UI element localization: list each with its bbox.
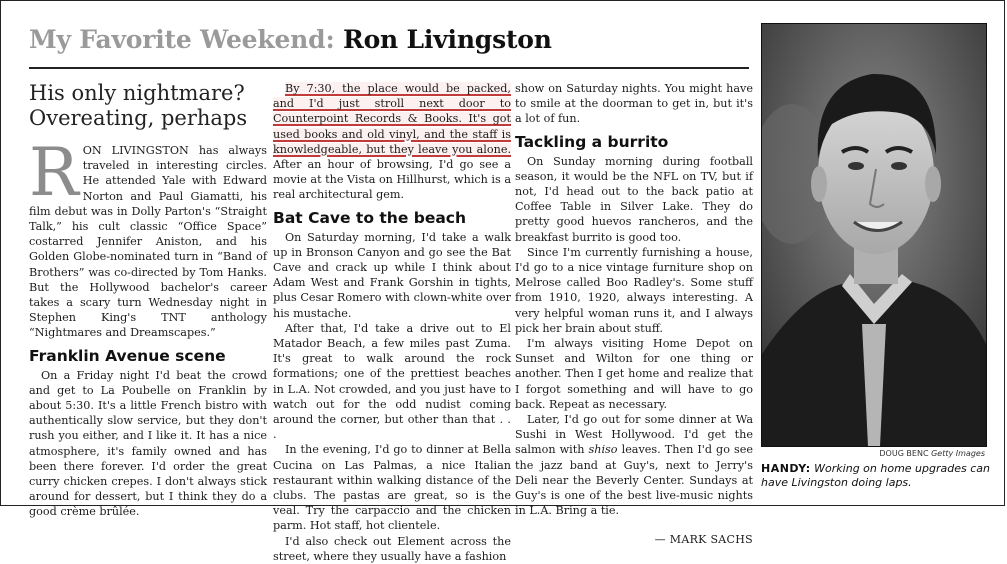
- photo-credit: [761, 449, 985, 458]
- paragraph-text: Later, I'd go out for some dinner at Wa Sushi in West Hollywood. I'd get the salmon with: [515, 413, 753, 457]
- paragraph: Since I'm currently furnishing a house, I'd go to a nice vintage furniture shop on Melrose called Boo Radley's. Some stuff from 1910, 1920, always interesting. A very helpful woman runs it, and I always pick her brain about stuff.: [515, 245, 753, 335]
- headline-name: Ron Livingston: [343, 25, 552, 54]
- headline-kicker: My Favorite Weekend:: [29, 25, 335, 54]
- paragraph: On a Friday night I'd beat the crowd and get to La Poubelle on Franklin by about 5:30. It's a little French bistro with authentically slow service, but they don't rush you either, and I like it. It has a nice atmosphere, it's family owned and has been there forever. I'd order the great curry chicken crepes. I don't always stick around for dessert, but I think they do a good crème brûlée.: [29, 368, 267, 519]
- paragraph: I'm always visiting Home Depot on Sunset and Wilton for one thing or another. Then I get home and realize that I forgot something and will have to go back. Repeat as necessary.: [515, 337, 753, 411]
- article-column-3: [515, 81, 753, 548]
- article-column-2: [273, 81, 511, 564]
- byline: — MARK SACHS: [654, 533, 753, 547]
- intro-text: ON LIVINGSTON has always traveled in interesting circles. He attended Yale with Edward Norton and Paul Giamatti, his film debut was in Dolly Parton's “Straight Talk,” his cult classic “Office Space” costarred Jennifer Aniston, and his Golden Globe-nominated turn in “Band of Brothers” was co-directed by Tom Hanks. But the Hollywood bachelor's career takes a scary turn Wednesday night in Stephen King's TNT anthology “Nightmares and Dreamscapes.”: [29, 144, 267, 340]
- italic-word: shiso: [588, 443, 618, 457]
- headline-rule: [29, 67, 749, 69]
- paragraph: [515, 412, 753, 518]
- paragraph: On Saturday morning, I'd take a walk up in Bronson Canyon and go see the Bat Cave and crack up while I think about Adam West and Frank Gorshin in tights, plus Cesar Romero with clown-white over his mustache.: [273, 230, 511, 320]
- subhead-franklin: Franklin Avenue scene: [29, 346, 226, 365]
- deck-line-1: His only nightmare?: [29, 81, 245, 105]
- highlighted-passage: By 7:30, the place would be packed, and I'd just stroll next door to Counterpoint Records & Books. It's got used books and old vinyl, and the staff is knowledgeable, but they leave you alone.: [273, 82, 511, 156]
- headline: [29, 25, 749, 54]
- paragraph-rest: After an hour of browsing, I'd go see a movie at the Vista on Hillhurst, which is a real architectural gem.: [273, 158, 511, 202]
- paragraph: show on Saturday nights. You might have to smile at the doorman to get in, but it's a lot of fun.: [515, 82, 753, 126]
- drop-cap: R: [29, 134, 79, 211]
- article-column-1: [29, 81, 267, 520]
- paragraph-highlighted: [273, 81, 511, 203]
- photo-caption: [761, 462, 991, 490]
- photo-credit-agency: Getty Images: [931, 449, 985, 458]
- subhead-burrito: Tackling a burrito: [515, 132, 669, 151]
- caption-text: Working on home upgrades can have Livingston doing laps.: [761, 462, 990, 489]
- subhead-batcave: Bat Cave to the beach: [273, 208, 467, 227]
- deck: [29, 81, 267, 131]
- portrait-photo: [761, 23, 987, 447]
- deck-line-2: Overeating, perhaps: [29, 106, 248, 130]
- intro-paragraph: [29, 134, 267, 341]
- paragraph: In the evening, I'd go to dinner at Bella Cucina on Las Palmas, a nice Italian restaurant within walking distance of the clubs. The pastas are great, so is the veal. Try the carpaccio and the chicken parm. Hot staff, hot clientele.: [273, 443, 511, 533]
- paragraph-text: leaves. Then I'd go see the jazz band at Guy's, next to Jerry's Deli near the Beverly Center. Sundays at Guy's is one of the best live-music nights in L.A. Bring a tie.: [515, 443, 753, 518]
- photo-credit-name: DOUG BENC: [879, 449, 929, 458]
- portrait-illustration: [762, 24, 986, 446]
- paragraph: I'd also check out Element across the street, where they usually have a fashion: [273, 534, 511, 563]
- caption-lead: HANDY:: [761, 462, 811, 475]
- paragraph: On Sunday morning during football season, it would be the NFL on TV, but if not, I'd head out to the back patio at Coffee Table in Silver Lake. They do pretty good huevos rancheros, and the breakfast burrito is good too.: [515, 154, 753, 244]
- paragraph: After that, I'd take a drive out to El Matador Beach, a few miles past Zuma. It's great to walk around the rock formations; one of the prettiest beaches in L.A. Not crowded, and you just have to watch out for the odd nudist coming around the corner, but other than that . . .: [273, 321, 511, 442]
